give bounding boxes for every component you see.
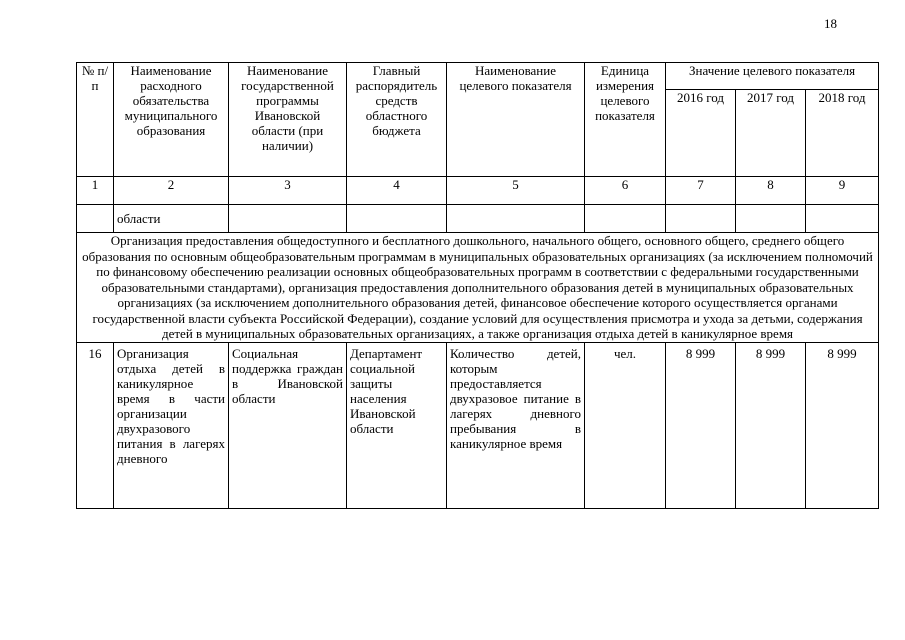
section-row — [77, 233, 879, 343]
table-cell — [666, 205, 736, 233]
column-number: 7 — [666, 177, 736, 205]
continuation-text: области — [114, 205, 229, 233]
unit-cell: чел. — [585, 342, 666, 508]
table-cell — [806, 205, 879, 233]
indicator-cell: Количество детей, которым предоставляется двухразовое питание в лагерях дневного пребывания в каникулярное время — [447, 342, 585, 508]
header-row-number: № п/п — [77, 63, 114, 177]
budget-manager-cell: Департамент социальной защиты населения Ивановской области — [347, 342, 447, 508]
column-number: 1 — [77, 177, 114, 205]
section-title: Организация предоставления общедоступного и бесплатного дошкольного, начального общего, основного общего, среднего общего образования по основным общеобразовательным программам в муниципальных образовательных организациях (за исключением полномочий по финансовому обеспечению реализации основных общеобразовательных программ в соответствии с федеральными государственными образовательными стандартами), организация предоставления дополнительного образования детей в муниципальных образовательных организациях (за исключением дополнительного образования детей, финансовое обеспечение которого осуществляется органами государственной власти субъекта Российской Федерации), создание условий для осуществления присмотра и ухода за детьми, содержания детей в муниципальных образовательных организациях, а также организация отдыха детей в каникулярное время — [77, 233, 879, 343]
column-number: 9 — [806, 177, 879, 205]
obligation-cell: Организация отдыха детей в каникулярное время в части организации двухразового питания в лагерях дневного — [114, 342, 229, 508]
table-row — [77, 342, 879, 508]
header-unit: Единица измерения целевого показателя — [585, 63, 666, 177]
column-number: 5 — [447, 177, 585, 205]
page-number: 18 — [824, 16, 837, 31]
header-target-value: Значение целевого показателя — [666, 63, 879, 90]
column-number-row — [77, 177, 879, 205]
column-number: 8 — [736, 177, 806, 205]
header-year-2017: 2017 год — [736, 90, 806, 177]
table-cell — [736, 205, 806, 233]
value-2017-cell: 8 999 — [736, 342, 806, 508]
header-obligation: Наименование расходного обязательства муниципального образования — [114, 63, 229, 177]
column-number: 2 — [114, 177, 229, 205]
header-year-2018: 2018 год — [806, 90, 879, 177]
table-cell — [229, 205, 347, 233]
target-indicators-table — [76, 62, 879, 509]
header-indicator: Наименование целевого показателя — [447, 63, 585, 177]
column-number: 6 — [585, 177, 666, 205]
program-cell: Социальная поддержка граждан в Ивановской области — [229, 342, 347, 508]
row-number: 16 — [77, 342, 114, 508]
table-cell — [447, 205, 585, 233]
header-budget-manager: Главный распорядитель средств областного бюджета — [347, 63, 447, 177]
value-2016-cell: 8 999 — [666, 342, 736, 508]
value-2018-cell: 8 999 — [806, 342, 879, 508]
column-number: 4 — [347, 177, 447, 205]
table-cell — [77, 205, 114, 233]
column-number: 3 — [229, 177, 347, 205]
header-year-2016: 2016 год — [666, 90, 736, 177]
table-cell — [585, 205, 666, 233]
header-program: Наименование государственной программы Ивановской области (при наличии) — [229, 63, 347, 177]
table-cell — [347, 205, 447, 233]
continuation-row — [77, 205, 879, 233]
